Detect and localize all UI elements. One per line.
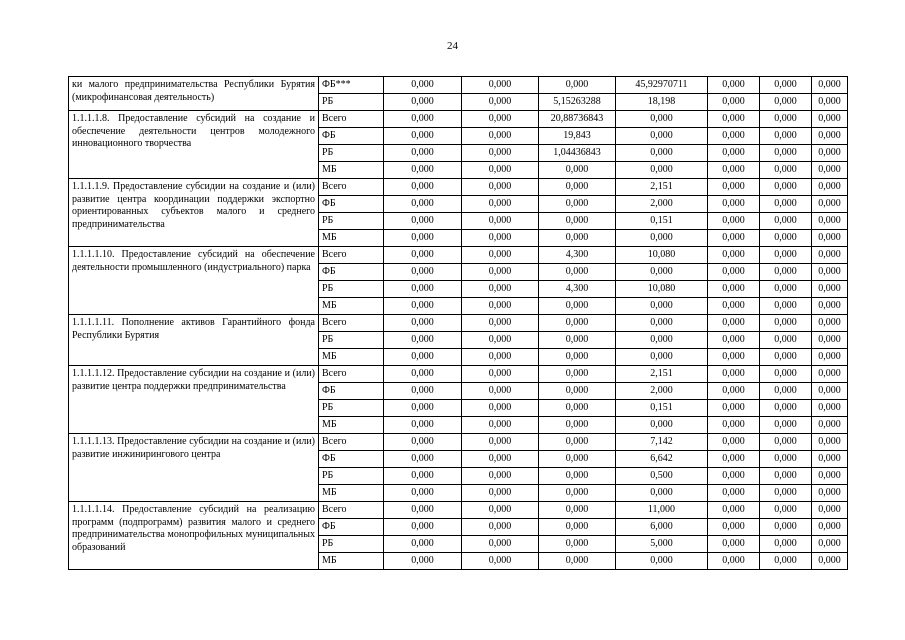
amount-cell: 0,000	[616, 349, 708, 366]
amount-cell: 0,000	[812, 264, 848, 281]
amount-cell: 0,000	[384, 502, 462, 519]
amount-cell: 0,000	[812, 451, 848, 468]
amount-cell: 0,000	[384, 179, 462, 196]
funding-source: МБ	[319, 298, 384, 315]
funding-source: РБ	[319, 145, 384, 162]
amount-cell: 0,000	[462, 196, 539, 213]
amount-cell: 0,000	[539, 485, 616, 502]
amount-cell: 0,151	[616, 213, 708, 230]
amount-cell: 0,000	[384, 247, 462, 264]
amount-cell: 0,000	[708, 366, 760, 383]
funding-source: РБ	[319, 213, 384, 230]
amount-cell: 0,000	[812, 366, 848, 383]
amount-cell: 0,000	[812, 94, 848, 111]
funding-source: РБ	[319, 536, 384, 553]
amount-cell: 4,300	[539, 247, 616, 264]
amount-cell: 0,000	[462, 281, 539, 298]
measure-description: 1.1.1.1.14. Предоставление субсидий на реализацию программ (подпрограмм) развития малого и среднего предпринимательства монопрофильных муниципальных образований	[69, 502, 319, 570]
amount-cell: 0,500	[616, 468, 708, 485]
amount-cell: 0,000	[462, 536, 539, 553]
funding-source: РБ	[319, 281, 384, 298]
amount-cell: 0,000	[812, 111, 848, 128]
amount-cell: 0,000	[539, 196, 616, 213]
funding-source: МБ	[319, 417, 384, 434]
amount-cell: 0,000	[760, 145, 812, 162]
amount-cell: 0,000	[384, 383, 462, 400]
amount-cell: 0,000	[812, 196, 848, 213]
amount-cell: 0,000	[760, 502, 812, 519]
amount-cell: 0,000	[760, 179, 812, 196]
amount-cell: 0,000	[384, 332, 462, 349]
amount-cell: 0,000	[616, 111, 708, 128]
amount-cell: 0,000	[462, 298, 539, 315]
amount-cell: 0,000	[462, 349, 539, 366]
amount-cell: 0,000	[384, 281, 462, 298]
amount-cell: 0,000	[812, 383, 848, 400]
amount-cell: 0,000	[462, 77, 539, 94]
amount-cell: 0,000	[539, 179, 616, 196]
amount-cell: 0,000	[539, 264, 616, 281]
amount-cell: 0,000	[462, 162, 539, 179]
funding-source: РБ	[319, 332, 384, 349]
amount-cell: 0,000	[708, 77, 760, 94]
amount-cell: 0,000	[708, 94, 760, 111]
amount-cell: 0,000	[616, 162, 708, 179]
amount-cell: 0,000	[760, 332, 812, 349]
amount-cell: 0,000	[539, 366, 616, 383]
funding-source: РБ	[319, 468, 384, 485]
amount-cell: 0,000	[384, 213, 462, 230]
amount-cell: 0,000	[760, 383, 812, 400]
funding-source: Всего	[319, 179, 384, 196]
amount-cell: 0,000	[462, 179, 539, 196]
funding-source: ФБ	[319, 519, 384, 536]
amount-cell: 2,000	[616, 383, 708, 400]
funding-source: Всего	[319, 247, 384, 264]
amount-cell: 0,000	[760, 536, 812, 553]
amount-cell: 18,198	[616, 94, 708, 111]
amount-cell: 0,000	[384, 349, 462, 366]
amount-cell: 0,000	[384, 434, 462, 451]
amount-cell: 0,000	[708, 417, 760, 434]
amount-cell: 0,000	[708, 247, 760, 264]
amount-cell: 0,000	[708, 349, 760, 366]
amount-cell: 0,000	[708, 315, 760, 332]
amount-cell: 0,000	[760, 417, 812, 434]
table-row	[69, 315, 848, 332]
table-row	[69, 366, 848, 383]
amount-cell: 7,142	[616, 434, 708, 451]
amount-cell: 6,642	[616, 451, 708, 468]
amount-cell: 0,000	[462, 247, 539, 264]
amount-cell: 0,000	[539, 468, 616, 485]
amount-cell: 0,000	[760, 196, 812, 213]
amount-cell: 0,000	[812, 332, 848, 349]
amount-cell: 0,000	[539, 400, 616, 417]
amount-cell: 0,000	[616, 264, 708, 281]
measure-description: ки малого предпринимательства Республики Бурятия (микрофинансовая деятельность)	[69, 77, 319, 111]
amount-cell: 0,000	[539, 502, 616, 519]
amount-cell: 0,000	[384, 94, 462, 111]
amount-cell: 0,000	[616, 298, 708, 315]
amount-cell: 0,000	[539, 298, 616, 315]
amount-cell: 0,000	[462, 128, 539, 145]
amount-cell: 0,000	[539, 162, 616, 179]
amount-cell: 0,000	[616, 332, 708, 349]
amount-cell: 6,000	[616, 519, 708, 536]
amount-cell: 10,080	[616, 247, 708, 264]
measure-description: 1.1.1.1.11. Пополнение активов Гарантийного фонда Республики Бурятия	[69, 315, 319, 366]
amount-cell: 0,000	[812, 417, 848, 434]
amount-cell: 0,000	[462, 383, 539, 400]
amount-cell: 0,000	[760, 94, 812, 111]
amount-cell: 0,000	[384, 468, 462, 485]
amount-cell: 0,000	[812, 77, 848, 94]
amount-cell: 0,000	[616, 485, 708, 502]
amount-cell: 0,000	[384, 553, 462, 570]
amount-cell: 0,000	[760, 519, 812, 536]
amount-cell: 0,000	[616, 230, 708, 247]
amount-cell: 0,000	[708, 128, 760, 145]
amount-cell: 0,000	[812, 298, 848, 315]
amount-cell: 0,000	[616, 417, 708, 434]
amount-cell: 0,000	[384, 230, 462, 247]
amount-cell: 0,000	[708, 230, 760, 247]
amount-cell: 0,000	[384, 536, 462, 553]
funding-source: Всего	[319, 434, 384, 451]
amount-cell: 0,000	[384, 519, 462, 536]
amount-cell: 0,000	[812, 128, 848, 145]
amount-cell: 0,000	[462, 111, 539, 128]
amount-cell: 0,000	[384, 264, 462, 281]
amount-cell: 0,000	[384, 417, 462, 434]
amount-cell: 0,000	[384, 196, 462, 213]
amount-cell: 0,000	[462, 145, 539, 162]
amount-cell: 0,000	[812, 434, 848, 451]
amount-cell: 4,300	[539, 281, 616, 298]
funding-source: Всего	[319, 366, 384, 383]
amount-cell: 0,000	[616, 128, 708, 145]
amount-cell: 0,000	[384, 128, 462, 145]
amount-cell: 0,000	[384, 298, 462, 315]
funding-source: ФБ	[319, 264, 384, 281]
amount-cell: 2,000	[616, 196, 708, 213]
funding-source: Всего	[319, 502, 384, 519]
amount-cell: 5,15263288	[539, 94, 616, 111]
amount-cell: 0,000	[539, 349, 616, 366]
amount-cell: 0,000	[462, 451, 539, 468]
amount-cell: 0,000	[708, 485, 760, 502]
amount-cell: 0,000	[539, 451, 616, 468]
amount-cell: 0,000	[462, 366, 539, 383]
amount-cell: 0,000	[708, 434, 760, 451]
table-row	[69, 77, 848, 94]
amount-cell: 0,000	[462, 315, 539, 332]
amount-cell: 0,000	[812, 468, 848, 485]
funding-source: ФБ	[319, 383, 384, 400]
funding-source: ФБ	[319, 196, 384, 213]
amount-cell: 0,000	[462, 230, 539, 247]
amount-cell: 0,000	[708, 400, 760, 417]
amount-cell: 5,000	[616, 536, 708, 553]
amount-cell: 0,000	[384, 400, 462, 417]
amount-cell: 0,000	[760, 230, 812, 247]
amount-cell: 0,000	[384, 366, 462, 383]
amount-cell: 0,000	[462, 502, 539, 519]
amount-cell: 0,000	[760, 77, 812, 94]
amount-cell: 0,000	[760, 264, 812, 281]
amount-cell: 0,000	[812, 349, 848, 366]
amount-cell: 0,000	[539, 536, 616, 553]
amount-cell: 0,000	[462, 434, 539, 451]
amount-cell: 0,000	[539, 77, 616, 94]
amount-cell: 0,000	[384, 485, 462, 502]
amount-cell: 0,000	[812, 536, 848, 553]
amount-cell: 0,000	[539, 332, 616, 349]
amount-cell: 0,000	[760, 434, 812, 451]
amount-cell: 1,04436843	[539, 145, 616, 162]
amount-cell: 0,000	[462, 519, 539, 536]
amount-cell: 0,000	[616, 315, 708, 332]
amount-cell: 0,000	[708, 162, 760, 179]
amount-cell: 0,000	[384, 111, 462, 128]
budget-table	[68, 76, 848, 570]
amount-cell: 0,000	[539, 553, 616, 570]
funding-source: МБ	[319, 553, 384, 570]
amount-cell: 0,000	[616, 145, 708, 162]
amount-cell: 0,000	[760, 315, 812, 332]
amount-cell: 0,000	[812, 247, 848, 264]
funding-source: ФБ	[319, 128, 384, 145]
amount-cell: 0,000	[708, 451, 760, 468]
amount-cell: 0,000	[708, 519, 760, 536]
amount-cell: 0,000	[760, 349, 812, 366]
measure-description: 1.1.1.1.12. Предоставление субсидии на создание и (или) развитие центра поддержки предпринимательства	[69, 366, 319, 434]
amount-cell: 2,151	[616, 179, 708, 196]
amount-cell: 0,000	[812, 553, 848, 570]
amount-cell: 0,000	[539, 230, 616, 247]
funding-source: МБ	[319, 485, 384, 502]
amount-cell: 0,000	[760, 366, 812, 383]
amount-cell: 0,000	[812, 519, 848, 536]
amount-cell: 0,000	[384, 162, 462, 179]
table-body	[69, 77, 848, 570]
amount-cell: 0,000	[708, 553, 760, 570]
amount-cell: 0,000	[812, 213, 848, 230]
amount-cell: 0,000	[760, 128, 812, 145]
amount-cell: 2,151	[616, 366, 708, 383]
amount-cell: 0,000	[812, 145, 848, 162]
amount-cell: 0,000	[462, 213, 539, 230]
measure-description: 1.1.1.1.10. Предоставление субсидий на обеспечение деятельности промышленного (индустриального) парка	[69, 247, 319, 315]
amount-cell: 0,000	[539, 213, 616, 230]
funding-source: МБ	[319, 230, 384, 247]
amount-cell: 0,000	[384, 315, 462, 332]
amount-cell: 0,000	[708, 179, 760, 196]
amount-cell: 0,000	[708, 536, 760, 553]
amount-cell: 0,000	[539, 519, 616, 536]
amount-cell: 0,000	[539, 417, 616, 434]
amount-cell: 0,000	[760, 400, 812, 417]
measure-description: 1.1.1.1.13. Предоставление субсидии на создание и (или) развитие инжинирингового центра	[69, 434, 319, 502]
amount-cell: 0,000	[708, 332, 760, 349]
amount-cell: 0,000	[462, 417, 539, 434]
amount-cell: 0,000	[384, 145, 462, 162]
amount-cell: 0,000	[760, 162, 812, 179]
table-row	[69, 179, 848, 196]
amount-cell: 0,000	[616, 553, 708, 570]
amount-cell: 0,000	[812, 315, 848, 332]
measure-description: 1.1.1.1.8. Предоставление субсидий на создание и обеспечение деятельности центров молодежного инновационного творчества	[69, 111, 319, 179]
amount-cell: 0,000	[760, 247, 812, 264]
amount-cell: 11,000	[616, 502, 708, 519]
amount-cell: 0,000	[708, 468, 760, 485]
amount-cell: 0,000	[760, 213, 812, 230]
funding-source: Всего	[319, 111, 384, 128]
amount-cell: 0,000	[708, 383, 760, 400]
measure-description: 1.1.1.1.9. Предоставление субсидии на создание и (или) развитие центра координации поддержки экспортно ориентированных субъектов малого и среднего предпринимательства	[69, 179, 319, 247]
amount-cell: 0,000	[539, 434, 616, 451]
amount-cell: 19,843	[539, 128, 616, 145]
amount-cell: 0,000	[760, 553, 812, 570]
amount-cell: 0,000	[760, 111, 812, 128]
amount-cell: 0,000	[539, 315, 616, 332]
amount-cell: 0,000	[708, 196, 760, 213]
page-number: 24	[447, 40, 458, 52]
amount-cell: 20,88736843	[539, 111, 616, 128]
amount-cell: 0,000	[708, 281, 760, 298]
amount-cell: 0,000	[384, 451, 462, 468]
table-row	[69, 434, 848, 451]
funding-source: РБ	[319, 400, 384, 417]
amount-cell: 10,080	[616, 281, 708, 298]
funding-source: МБ	[319, 349, 384, 366]
amount-cell: 0,151	[616, 400, 708, 417]
amount-cell: 0,000	[708, 264, 760, 281]
amount-cell: 0,000	[760, 468, 812, 485]
amount-cell: 0,000	[812, 485, 848, 502]
table-row	[69, 502, 848, 519]
amount-cell: 0,000	[708, 111, 760, 128]
amount-cell: 0,000	[539, 383, 616, 400]
amount-cell: 0,000	[708, 213, 760, 230]
amount-cell: 0,000	[812, 230, 848, 247]
funding-source: Всего	[319, 315, 384, 332]
amount-cell: 0,000	[760, 485, 812, 502]
funding-source: МБ	[319, 162, 384, 179]
amount-cell: 0,000	[760, 298, 812, 315]
table-row	[69, 247, 848, 264]
amount-cell: 0,000	[708, 145, 760, 162]
amount-cell: 0,000	[462, 553, 539, 570]
amount-cell: 0,000	[384, 77, 462, 94]
amount-cell: 0,000	[708, 298, 760, 315]
amount-cell: 0,000	[812, 400, 848, 417]
amount-cell: 0,000	[462, 264, 539, 281]
amount-cell: 0,000	[462, 468, 539, 485]
amount-cell: 0,000	[462, 94, 539, 111]
amount-cell: 0,000	[812, 281, 848, 298]
amount-cell: 0,000	[462, 332, 539, 349]
funding-source: ФБ***	[319, 77, 384, 94]
amount-cell: 0,000	[812, 502, 848, 519]
amount-cell: 0,000	[462, 485, 539, 502]
amount-cell: 0,000	[760, 451, 812, 468]
amount-cell: 0,000	[812, 162, 848, 179]
amount-cell: 0,000	[812, 179, 848, 196]
table-row	[69, 111, 848, 128]
funding-source: ФБ	[319, 451, 384, 468]
amount-cell: 0,000	[462, 400, 539, 417]
funding-source: РБ	[319, 94, 384, 111]
amount-cell: 0,000	[760, 281, 812, 298]
amount-cell: 45,92970711	[616, 77, 708, 94]
amount-cell: 0,000	[708, 502, 760, 519]
